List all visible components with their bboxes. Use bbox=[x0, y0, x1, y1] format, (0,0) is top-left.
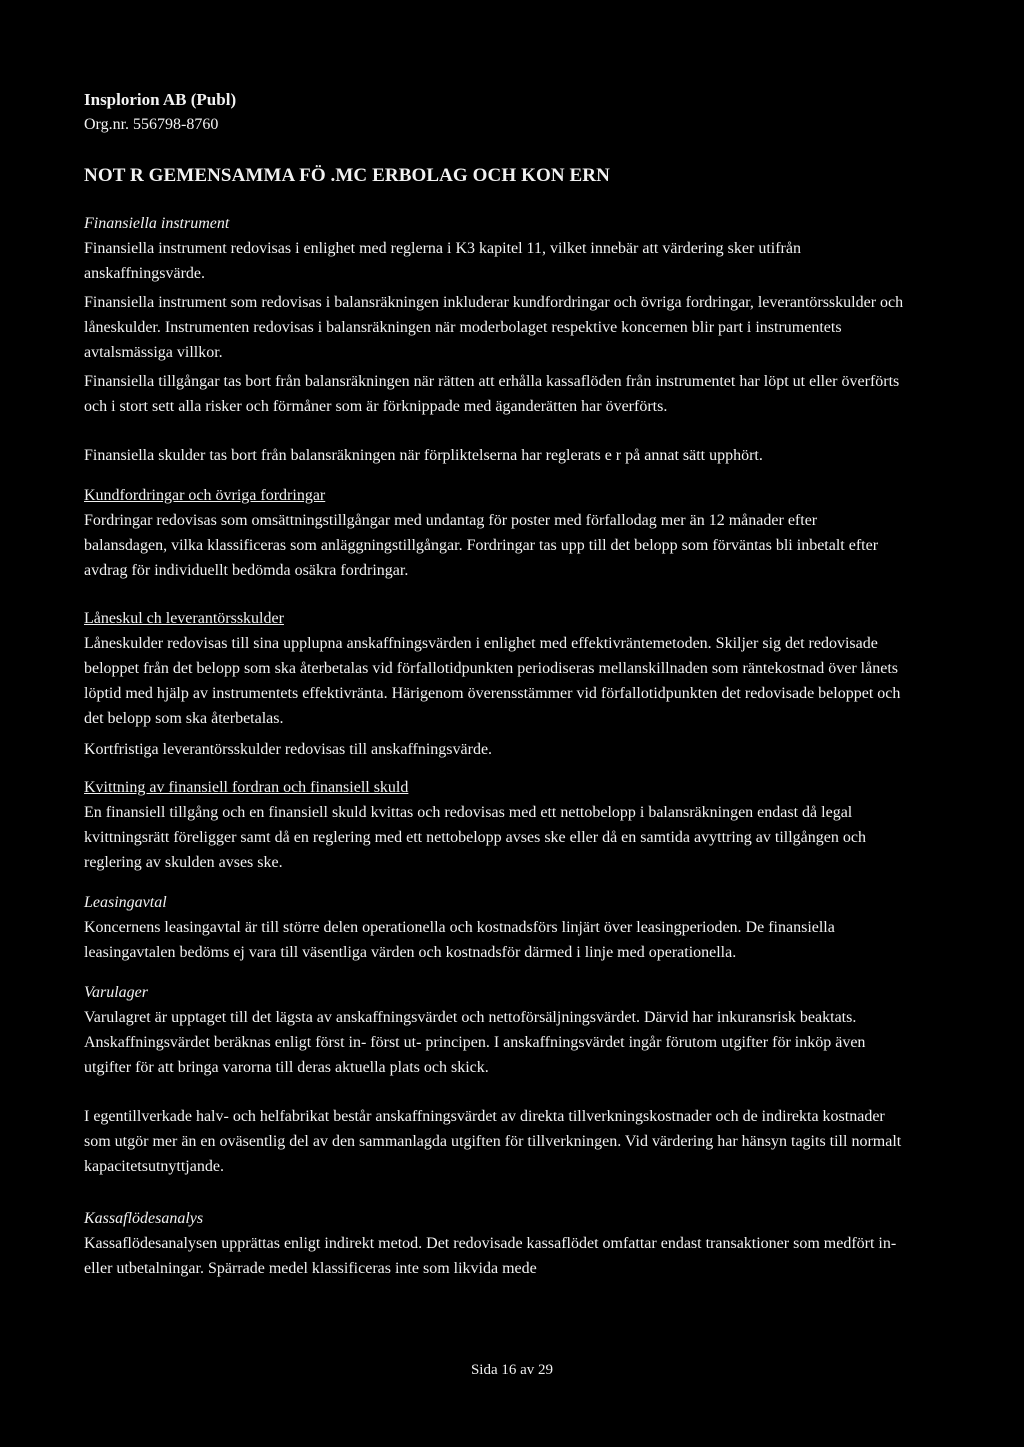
section-varulager bbox=[84, 981, 904, 1179]
section-kvittning bbox=[84, 776, 904, 875]
section-heading: Finansiella instrument bbox=[84, 215, 230, 232]
section-heading: Kassaflödesanalys bbox=[84, 1210, 204, 1227]
org-number: Org.nr. 556798-8760 bbox=[84, 116, 219, 133]
section-heading: Varulager bbox=[84, 984, 148, 1001]
paragraph: Finansiella instrument redovisas i enlighet med reglerna i K3 kapitel 11, vilket innebär att värdering sker utifrån anskaffningsvärde. bbox=[84, 240, 801, 282]
section-laneskulder bbox=[84, 607, 904, 762]
document-page bbox=[84, 88, 904, 1285]
section-kassaflodesanalys bbox=[84, 1207, 904, 1281]
page-number: Sida 16 av 29 bbox=[470, 1362, 554, 1378]
section-heading: Kvittning av finansiell fordran och finansiell skuld bbox=[84, 779, 409, 796]
paragraph: Finansiella tillgångar tas bort från balansräkningen när rätten att erhålla kassaflöden från instrumentet har löpt ut eller överförts och i stort sett alla risker och förmåner som är förknippade med äganderätten har överförts. bbox=[84, 373, 900, 415]
section-heading: Låneskul ch leverantörsskulder bbox=[84, 610, 284, 627]
paragraph: I egentillverkade halv- och helfabrikat består anskaffningsvärdet av direkta tillverkningskostnader och de indirekta kostnader som utgör mer än en oväsentlig del av den sammanlagda utgiften för tillverkningen. Vid värdering har hänsyn tagits till normalt kapacitetsutnyttjande. bbox=[84, 1108, 902, 1175]
company-name: Insplorion AB (Publ) bbox=[84, 90, 237, 109]
section-finansiella-instrument bbox=[84, 212, 904, 468]
section-leasingavtal bbox=[84, 891, 904, 965]
paragraph: Kassaflödesanalysen upprättas enligt indirekt metod. Det redovisade kassaflödet omfattar endast transaktioner som medfört in- eller utbetalningar. Spärrade medel klassificeras inte som likvida mede bbox=[84, 1235, 897, 1277]
section-heading: Kundfordringar och övriga fordringar bbox=[84, 487, 326, 504]
section-heading: Leasingavtal bbox=[84, 894, 167, 911]
note-title: NOT R GEMENSAMMA FÖ .MC ERBOLAG OCH KON ERN bbox=[84, 165, 610, 186]
paragraph: Finansiella instrument som redovisas i balansräkningen inkluderar kundfordringar och övriga fordringar, leverantörsskulder och låneskulder. Instrumenten redovisas i balansräkningen när moderbolaget respektive koncernen blir part i instrumentets avtalsmässiga villkor. bbox=[84, 294, 904, 361]
paragraph: Finansiella skulder tas bort från balansräkningen när förpliktelserna har reglerats e r på annat sätt upphört. bbox=[84, 447, 763, 464]
section-kundfordringar bbox=[84, 484, 904, 583]
paragraph: Varulagret är upptaget till det lägsta av anskaffningsvärdet och nettoförsäljningsvärdet. Därvid har inkuransrisk beaktats. Anskaffningsvärdet beräknas enligt först in- först ut- principen. I anskaffningsvärdet ingår förutom utgifter för inköp även utgifter för att bringa varorna till deras aktuella plats och skick. bbox=[84, 1009, 866, 1076]
paragraph: Koncernens leasingavtal är till större delen operationella och kostnadsförs linjärt över leasingperioden. De finansiella leasingavtalen bedöms ej vara till väsentliga värden och kostnadsför därmed i linje med operationella. bbox=[84, 919, 835, 961]
paragraph: Fordringar redovisas som omsättningstillgångar med undantag för poster med förfallodag mer än 12 månader efter balansdagen, vilka klassificeras som anläggningstillgångar. Fordringar tas upp till det belopp som förväntas bli inbetalt efter avdrag för individuellt bedömda osäkra fordringar. bbox=[84, 512, 879, 579]
paragraph: En finansiell tillgång och en finansiell skuld kvittas och redovisas med ett nettobelopp i balansräkningen endast då legal kvittningsrätt föreligger samt då en reglering med ett nettobelopp avses ske eller då en samtida avyttring av tillgången och reglering av skulden avses ske. bbox=[84, 804, 866, 871]
paragraph: Låneskulder redovisas till sina upplupna anskaffningsvärden i enlighet med effektivräntemetoden. Skiljer sig det redovisade beloppet från det belopp som ska återbetalas vid förfallotidpunkten periodiseras mellanskillnaden som räntekostnad över lånets löptid med hjälp av instrumentets effektivränta. Härigenom överensstämmer vid förfallotidpunkten det redovisade beloppet och det belopp som ska återbetalas. bbox=[84, 635, 901, 727]
paragraph: Kortfristiga leverantörsskulder redovisas till anskaffningsvärde. bbox=[84, 741, 493, 758]
